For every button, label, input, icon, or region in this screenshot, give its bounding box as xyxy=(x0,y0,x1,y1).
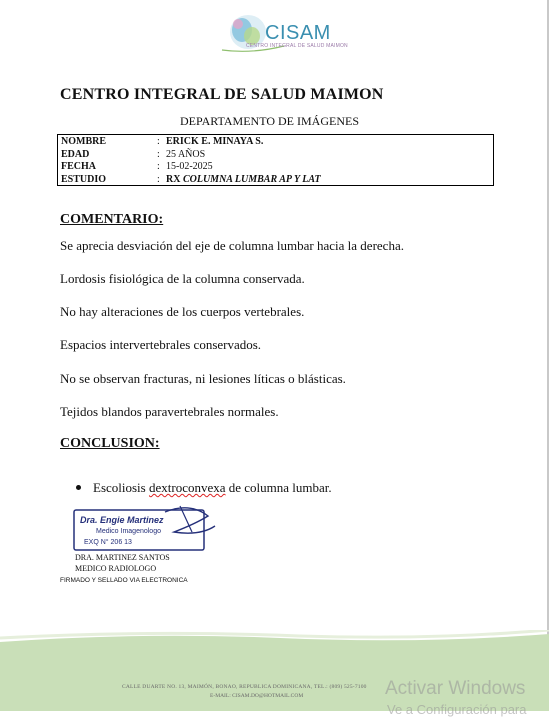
signature-note: FIRMADO Y SELLADO VIA ELECTRONICA xyxy=(60,577,188,584)
info-label: NOMBRE xyxy=(61,136,106,147)
comentario-line: Lordosis fisiológica de la columna conservada. xyxy=(60,271,305,286)
conclusion-item xyxy=(76,480,332,496)
info-value xyxy=(166,174,321,187)
conclusion-text-post: de columna lumbar. xyxy=(225,480,332,495)
info-sep: : xyxy=(157,136,160,147)
conclusion-heading: CONCLUSION: xyxy=(60,436,160,451)
patient-info-box xyxy=(57,134,494,186)
stamp-number: EXQ N° 206 13 xyxy=(84,539,132,546)
conclusion-text-pre: Escoliosis xyxy=(93,480,149,495)
study-name: COLUMNA LUMBAR AP Y LAT xyxy=(182,173,321,185)
footer-address: CALLE DUARTE NO. 13, MAIMÓN, BONAO, REPUBLICA DOMINICANA, TEL.: (809) 525-7100 xyxy=(122,684,367,690)
activation-watermark-sub[interactable]: Ve a Configuración para xyxy=(387,702,527,717)
signer-name: DRA. MARTINEZ SANTOS xyxy=(75,553,170,562)
info-sep: : xyxy=(157,148,160,160)
logo-tagline: CENTRO INTEGRAL DE SALUD MAIMON xyxy=(246,43,348,49)
info-label: EDAD xyxy=(61,148,90,160)
footer-email[interactable]: E-MAIL: CISAM.DO@HOTMAIL.COM xyxy=(210,693,304,699)
info-value: ERICK E. MINAYA S. xyxy=(166,136,264,147)
activation-watermark: Activar Windows xyxy=(385,678,526,699)
comentario-line: No se observan fracturas, ni lesiones líticas o blásticas. xyxy=(60,371,346,386)
comentario-line: Se aprecia desviación del eje de columna lumbar hacia la derecha. xyxy=(60,238,404,253)
comentario-line: Tejidos blandos paravertebrales normales. xyxy=(60,404,279,419)
info-value: 15-02-2025 xyxy=(166,161,213,172)
info-row-date xyxy=(61,161,490,174)
study-prefix: RX xyxy=(166,173,183,185)
bullet-icon xyxy=(76,485,81,490)
signer-role: MEDICO RADIOLOGO xyxy=(75,564,157,573)
stamp-name: Dra. Engie Martinez xyxy=(80,515,164,525)
info-value: 25 AÑOS xyxy=(166,148,206,160)
comentario-line: No hay alteraciones de los cuerpos vertebrales. xyxy=(60,304,305,319)
stamp-role: Medico Imagenologo xyxy=(96,528,161,535)
info-sep: : xyxy=(157,161,160,172)
comentario-line: Espacios intervertebrales conservados. xyxy=(60,337,262,352)
department-label: DEPARTAMENTO DE IMÁGENES xyxy=(180,114,359,128)
info-row-study xyxy=(61,174,490,187)
info-label: FECHA xyxy=(61,161,96,172)
info-sep: : xyxy=(157,173,160,185)
comentario-heading: COMENTARIO: xyxy=(60,212,164,227)
info-row-name xyxy=(61,136,490,149)
spellcheck-flagged-word: dextroconvexa xyxy=(148,480,226,495)
info-row-age xyxy=(61,149,490,162)
logo-brand: CISAM xyxy=(265,22,331,44)
info-label: ESTUDIO xyxy=(61,173,107,185)
page-title: CENTRO INTEGRAL DE SALUD MAIMON xyxy=(60,86,384,103)
